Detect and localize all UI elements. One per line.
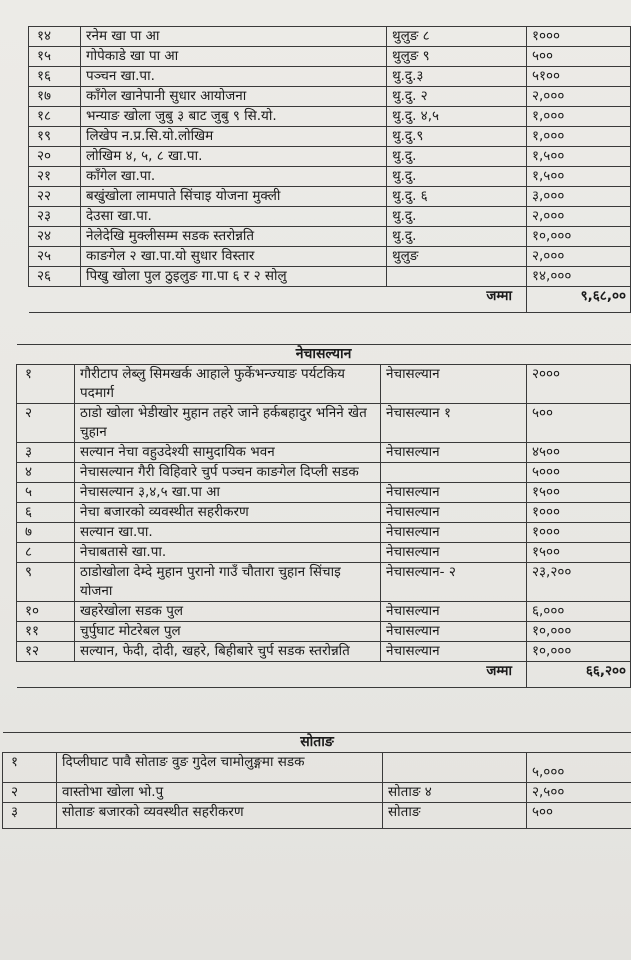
table-row bbox=[29, 247, 631, 267]
project-location: नेचासल्यान bbox=[381, 503, 527, 523]
project-location: थु.दु. bbox=[387, 227, 527, 247]
project-amount: ५०० bbox=[527, 47, 631, 67]
project-location: थु.दु.३ bbox=[387, 67, 527, 87]
serial-number: ७ bbox=[17, 523, 75, 543]
project-amount: ५००० bbox=[527, 463, 631, 483]
project-name: दिप्लीघाट पावै सोताङ वुङ गुदेल चामोलुङ्गमा सडक bbox=[57, 753, 383, 783]
total-row bbox=[29, 287, 631, 313]
table-row bbox=[17, 642, 631, 662]
project-location: थु.दु. bbox=[387, 147, 527, 167]
table-row bbox=[3, 803, 631, 829]
project-name: रनेम खा पा आ bbox=[81, 27, 387, 47]
total-value: ९,६८,०० bbox=[527, 287, 631, 313]
table-row bbox=[29, 127, 631, 147]
project-name: काँगेल खा.पा. bbox=[81, 167, 387, 187]
table-row bbox=[29, 87, 631, 107]
project-name: सल्यान नेचा वहुउदेश्यी सामुदायिक भवन bbox=[75, 443, 381, 463]
serial-number: २ bbox=[17, 404, 75, 443]
project-location: थुलुङ ८ bbox=[387, 27, 527, 47]
project-location: नेचासल्यान- २ bbox=[381, 563, 527, 602]
project-amount: १,००० bbox=[527, 107, 631, 127]
serial-number: १९ bbox=[29, 127, 81, 147]
serial-number: २ bbox=[3, 783, 57, 803]
project-name: गोपेकाडे खा पा आ bbox=[81, 47, 387, 67]
project-location: नेचासल्यान bbox=[381, 622, 527, 642]
total-row bbox=[17, 662, 631, 688]
table-row bbox=[17, 543, 631, 563]
table-row bbox=[17, 602, 631, 622]
table-row bbox=[17, 503, 631, 523]
project-amount: १००० bbox=[527, 27, 631, 47]
project-amount: १५०० bbox=[527, 543, 631, 563]
project-location: थु.दु. bbox=[387, 167, 527, 187]
serial-number: १४ bbox=[29, 27, 81, 47]
project-amount: १,००० bbox=[527, 127, 631, 147]
table-row bbox=[3, 753, 631, 783]
project-amount: १०,००० bbox=[527, 227, 631, 247]
project-amount: १०,००० bbox=[527, 642, 631, 662]
serial-number: १६ bbox=[29, 67, 81, 87]
table-row bbox=[17, 622, 631, 642]
table-row bbox=[17, 463, 631, 483]
project-name: लिखेप न.प्र.सि.यो.लोखिम bbox=[81, 127, 387, 147]
project-name: ठाडोखोला देम्दे मुहान पुरानो गाउँ चौतारा चुहान सिंचाइ योजना bbox=[75, 563, 381, 602]
table-row bbox=[17, 404, 631, 443]
project-location: नेचासल्यान bbox=[381, 543, 527, 563]
section-header-row bbox=[17, 345, 631, 365]
project-amount: २३,२०० bbox=[527, 563, 631, 602]
project-name: लोखिम ४, ५, ८ खा.पा. bbox=[81, 147, 387, 167]
project-name: देउसा खा.पा. bbox=[81, 207, 387, 227]
table-row bbox=[17, 523, 631, 543]
table-row bbox=[3, 783, 631, 803]
project-amount: १००० bbox=[527, 523, 631, 543]
project-location: थु.दु. २ bbox=[387, 87, 527, 107]
project-amount: ६,००० bbox=[527, 602, 631, 622]
serial-number: ९ bbox=[17, 563, 75, 602]
project-name: काङगेल २ खा.पा.यो सुधार विस्तार bbox=[81, 247, 387, 267]
project-name: नेचासल्यान गैरी विहिवारे चुर्प पञ्चन काङगेल दिप्ली सडक bbox=[75, 463, 381, 483]
project-amount: ५१०० bbox=[527, 67, 631, 87]
table-row bbox=[29, 27, 631, 47]
project-location: नेचासल्यान bbox=[381, 443, 527, 463]
project-name: खहरेखोला सडक पुल bbox=[75, 602, 381, 622]
project-location: नेचासल्यान bbox=[381, 602, 527, 622]
project-name: नेचाबतासे खा.पा. bbox=[75, 543, 381, 563]
section-title: नेचासल्यान bbox=[17, 345, 631, 365]
project-amount: २,००० bbox=[527, 247, 631, 267]
table-row bbox=[29, 107, 631, 127]
serial-number: २४ bbox=[29, 227, 81, 247]
serial-number: १८ bbox=[29, 107, 81, 127]
project-amount: ५०० bbox=[527, 404, 631, 443]
serial-number: ३ bbox=[3, 803, 57, 829]
project-amount: ४५०० bbox=[527, 443, 631, 463]
serial-number: १२ bbox=[17, 642, 75, 662]
project-amount: १,५०० bbox=[527, 167, 631, 187]
project-amount: २००० bbox=[527, 365, 631, 404]
section-title: सोताङ bbox=[3, 733, 631, 753]
serial-number: ११ bbox=[17, 622, 75, 642]
project-name: पञ्चन खा.पा. bbox=[81, 67, 387, 87]
table-row bbox=[29, 267, 631, 287]
project-amount: १५०० bbox=[527, 483, 631, 503]
serial-number: ६ bbox=[17, 503, 75, 523]
table-row bbox=[29, 207, 631, 227]
table-row bbox=[29, 187, 631, 207]
serial-number: १ bbox=[17, 365, 75, 404]
table-row bbox=[29, 147, 631, 167]
serial-number: २३ bbox=[29, 207, 81, 227]
project-location: थुलुङ ९ bbox=[387, 47, 527, 67]
project-name: सल्यान खा.पा. bbox=[75, 523, 381, 543]
project-amount: १०,००० bbox=[527, 622, 631, 642]
serial-number: २५ bbox=[29, 247, 81, 267]
total-value: ६६,२०० bbox=[527, 662, 631, 688]
serial-number: २६ bbox=[29, 267, 81, 287]
serial-number: १७ bbox=[29, 87, 81, 107]
serial-number: ३ bbox=[17, 443, 75, 463]
project-amount: २,००० bbox=[527, 87, 631, 107]
serial-number: १ bbox=[3, 753, 57, 783]
serial-number: ४ bbox=[17, 463, 75, 483]
project-amount: २,००० bbox=[527, 207, 631, 227]
project-location: सोताङ bbox=[383, 803, 527, 829]
project-amount: ३,००० bbox=[527, 187, 631, 207]
project-location: नेचासल्यान bbox=[381, 523, 527, 543]
projects-table-continued bbox=[28, 26, 631, 313]
project-name: बखुंखोला लामपाते सिंचाइ योजना मुक्ली bbox=[81, 187, 387, 207]
project-amount: २,५०० bbox=[527, 783, 631, 803]
table-row bbox=[17, 443, 631, 463]
project-name: गौरीटाप लेब्लु सिमखर्क आहाले फुर्केभन्ज्याङ पर्यटकिय पदमार्ग bbox=[75, 365, 381, 404]
project-name: वास्तोभा खोला भो.पु bbox=[57, 783, 383, 803]
total-label: जम्मा bbox=[17, 662, 527, 688]
project-name: नेचासल्यान ३,४,५ खा.पा आ bbox=[75, 483, 381, 503]
table-row bbox=[17, 365, 631, 404]
project-location: सोताङ ४ bbox=[383, 783, 527, 803]
total-label: जम्मा bbox=[29, 287, 527, 313]
project-location bbox=[383, 753, 527, 783]
serial-number: २२ bbox=[29, 187, 81, 207]
serial-number: २० bbox=[29, 147, 81, 167]
project-name: चुर्पुघाट मोटरेबल पुल bbox=[75, 622, 381, 642]
serial-number: ८ bbox=[17, 543, 75, 563]
project-name: भन्याङ खोला जुबु ३ बाट जुबु ९ सि.यो. bbox=[81, 107, 387, 127]
sotang-table bbox=[2, 732, 631, 829]
section-header-row bbox=[3, 733, 631, 753]
project-location: थु.दु. bbox=[387, 207, 527, 227]
project-amount: १,५०० bbox=[527, 147, 631, 167]
project-location bbox=[381, 463, 527, 483]
nechasalyan-table bbox=[16, 344, 631, 688]
table-row bbox=[29, 227, 631, 247]
project-name: काँगेल खानेपानी सुधार आयोजना bbox=[81, 87, 387, 107]
table-row bbox=[29, 67, 631, 87]
project-location: नेचासल्यान bbox=[381, 642, 527, 662]
project-amount: १००० bbox=[527, 503, 631, 523]
table-row bbox=[29, 167, 631, 187]
table-row bbox=[17, 483, 631, 503]
project-location: नेचासल्यान bbox=[381, 365, 527, 404]
project-location: नेचासल्यान १ bbox=[381, 404, 527, 443]
project-location: थु.दु. ६ bbox=[387, 187, 527, 207]
project-location: नेचासल्यान bbox=[381, 483, 527, 503]
project-amount: ५०० bbox=[527, 803, 631, 829]
project-name: नेलेदेखि मुक्लीसम्म सडक स्तरोन्नति bbox=[81, 227, 387, 247]
serial-number: २१ bbox=[29, 167, 81, 187]
project-amount: १४,००० bbox=[527, 267, 631, 287]
project-location bbox=[387, 267, 527, 287]
project-name: पिखु खोला पुल ठुइलुङ गा.पा ६ र २ सोलु bbox=[81, 267, 387, 287]
serial-number: ५ bbox=[17, 483, 75, 503]
serial-number: १५ bbox=[29, 47, 81, 67]
project-location: थुलुङ bbox=[387, 247, 527, 267]
project-name: नेचा बजारको व्यवस्थीत सहरीकरण bbox=[75, 503, 381, 523]
project-location: थु.दु.९ bbox=[387, 127, 527, 147]
project-location: थु.दु. ४,५ bbox=[387, 107, 527, 127]
project-amount: ५,००० bbox=[527, 753, 631, 783]
project-name: सोताङ बजारको व्यवस्थीत सहरीकरण bbox=[57, 803, 383, 829]
table-row bbox=[17, 563, 631, 602]
table-row bbox=[29, 47, 631, 67]
project-name: सल्यान, फेदी, दोदी, खहरे, बिहीबारे चुर्प सडक स्तरोन्नति bbox=[75, 642, 381, 662]
project-name: ठाडो खोला भेडीखोर मुहान तहरे जाने हर्कबहादुर भनिने खेत चुहान bbox=[75, 404, 381, 443]
serial-number: १० bbox=[17, 602, 75, 622]
